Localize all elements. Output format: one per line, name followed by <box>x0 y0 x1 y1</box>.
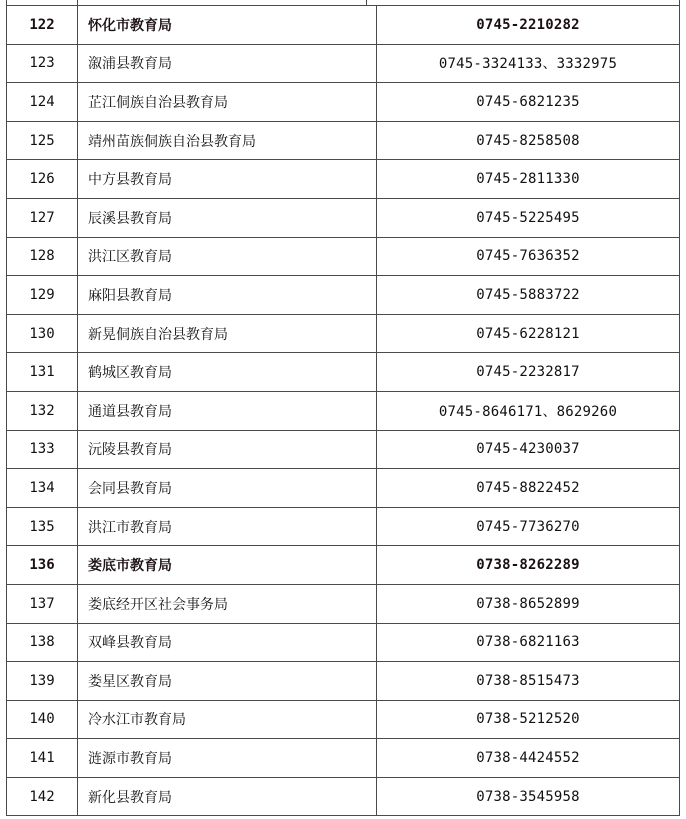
row-number: 129 <box>7 276 78 315</box>
bureau-name: 通道县教育局 <box>78 391 377 430</box>
table-row <box>7 83 680 122</box>
bureau-name: 溆浦县教育局 <box>78 44 377 83</box>
bureau-name: 娄底经开区社会事务局 <box>78 584 377 623</box>
table-row <box>7 546 680 585</box>
row-number: 122 <box>7 6 78 45</box>
bureau-name: 娄星区教育局 <box>78 662 377 701</box>
table-row <box>7 198 680 237</box>
bureau-name: 麻阳县教育局 <box>78 276 377 315</box>
table-row <box>7 430 680 469</box>
row-number: 142 <box>7 777 78 816</box>
row-number: 134 <box>7 469 78 508</box>
table-row <box>7 160 680 199</box>
table-row <box>7 353 680 392</box>
phone-number: 0745-6821235 <box>377 83 680 122</box>
phone-number: 0745-5883722 <box>377 276 680 315</box>
row-number: 133 <box>7 430 78 469</box>
phone-number: 0738-6821163 <box>377 623 680 662</box>
row-number: 141 <box>7 739 78 778</box>
phone-number: 0745-4230037 <box>377 430 680 469</box>
row-number: 131 <box>7 353 78 392</box>
row-number: 140 <box>7 700 78 739</box>
table-row <box>7 700 680 739</box>
phone-number: 0738-5212520 <box>377 700 680 739</box>
row-number: 130 <box>7 314 78 353</box>
table-row <box>7 391 680 430</box>
phone-number: 0745-8258508 <box>377 121 680 160</box>
table-row <box>7 6 680 45</box>
phone-number: 0745-5225495 <box>377 198 680 237</box>
phone-number: 0738-8515473 <box>377 662 680 701</box>
table-row <box>7 662 680 701</box>
phone-number: 0745-8822452 <box>377 469 680 508</box>
row-number: 132 <box>7 391 78 430</box>
row-number: 125 <box>7 121 78 160</box>
table-row <box>7 44 680 83</box>
bureau-name: 靖州苗族侗族自治县教育局 <box>78 121 377 160</box>
bureau-name: 冷水江市教育局 <box>78 700 377 739</box>
bureau-name: 新晃侗族自治县教育局 <box>78 314 377 353</box>
bureau-name: 会同县教育局 <box>78 469 377 508</box>
table-row <box>7 777 680 816</box>
table-row <box>7 469 680 508</box>
phone-number: 0745-6228121 <box>377 314 680 353</box>
phone-number: 0745-3324133、3332975 <box>377 44 680 83</box>
row-number: 126 <box>7 160 78 199</box>
phone-number: 0745-2232817 <box>377 353 680 392</box>
table-row <box>7 507 680 546</box>
phone-number: 0738-3545958 <box>377 777 680 816</box>
row-number: 139 <box>7 662 78 701</box>
row-number: 124 <box>7 83 78 122</box>
table-row <box>7 237 680 276</box>
bureau-name: 洪江市教育局 <box>78 507 377 546</box>
phone-number: 0745-7636352 <box>377 237 680 276</box>
row-number: 128 <box>7 237 78 276</box>
table-row <box>7 584 680 623</box>
phone-number: 0745-7736270 <box>377 507 680 546</box>
bureau-name: 中方县教育局 <box>78 160 377 199</box>
table-row <box>7 623 680 662</box>
table-row <box>7 739 680 778</box>
bureau-name: 涟源市教育局 <box>78 739 377 778</box>
phone-number: 0745-2811330 <box>377 160 680 199</box>
phone-number: 0738-8262289 <box>377 546 680 585</box>
bureau-name: 洪江区教育局 <box>78 237 377 276</box>
bureau-name: 辰溪县教育局 <box>78 198 377 237</box>
bureau-name: 沅陵县教育局 <box>78 430 377 469</box>
phone-number: 0745-8646171、8629260 <box>377 391 680 430</box>
bureau-name: 怀化市教育局 <box>78 6 377 45</box>
phone-number: 0738-4424552 <box>377 739 680 778</box>
table-row <box>7 276 680 315</box>
row-number: 137 <box>7 584 78 623</box>
row-number: 136 <box>7 546 78 585</box>
bureau-name: 芷江侗族自治县教育局 <box>78 83 377 122</box>
phone-number: 0745-2210282 <box>377 6 680 45</box>
row-number: 123 <box>7 44 78 83</box>
row-number: 138 <box>7 623 78 662</box>
bureau-name: 娄底市教育局 <box>78 546 377 585</box>
bureau-name: 双峰县教育局 <box>78 623 377 662</box>
table-row <box>7 314 680 353</box>
row-number: 127 <box>7 198 78 237</box>
bureau-name: 鹤城区教育局 <box>78 353 377 392</box>
phone-number: 0738-8652899 <box>377 584 680 623</box>
table-body <box>7 6 680 816</box>
row-number: 135 <box>7 507 78 546</box>
education-bureau-directory-table <box>6 5 680 816</box>
table-row <box>7 121 680 160</box>
bureau-name: 新化县教育局 <box>78 777 377 816</box>
